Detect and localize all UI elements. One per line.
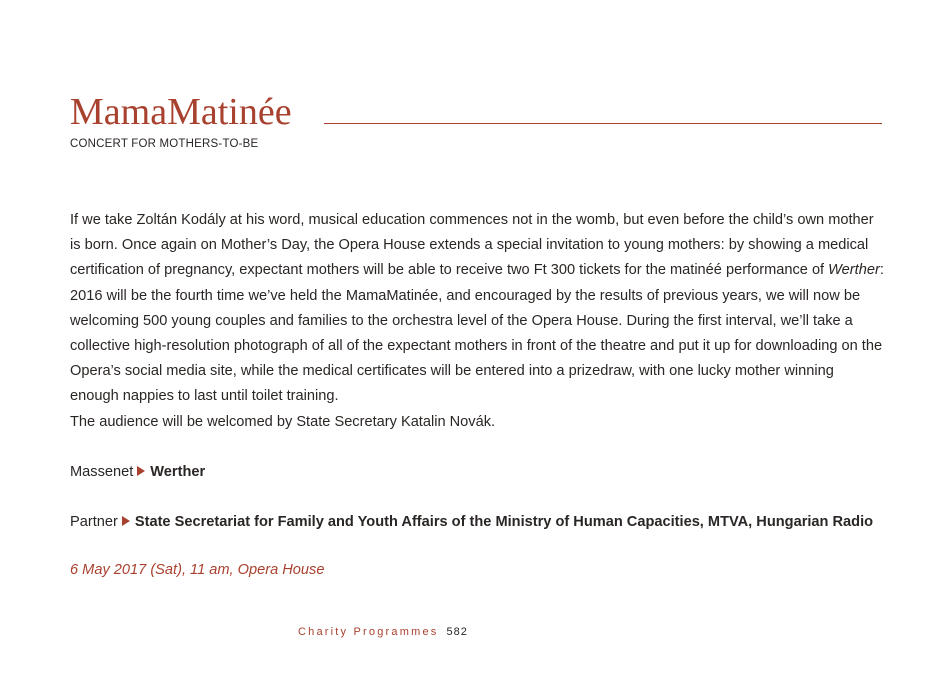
partner-value: State Secretariat for Family and Youth Affairs of the Ministry of Human Capacities, MTVA, Hungarian Radio: [134, 514, 874, 531]
title-divider: [324, 123, 882, 124]
page-number: 582: [446, 626, 468, 638]
welcome-paragraph: The audience will be welcomed by State Secretary Katalin Novák.: [70, 413, 496, 430]
arrow-right-icon: [122, 516, 130, 526]
article-body: [70, 208, 885, 535]
opera-title-italic: Werther: [828, 262, 880, 279]
intro-paragraph: [70, 208, 885, 410]
programme-line: [70, 460, 885, 485]
event-date: 6 May 2017 (Sat), 11 am, Opera House: [70, 562, 325, 578]
arrow-right-icon: [137, 466, 145, 476]
page-title: MamaMatinée: [70, 91, 292, 133]
footer-section-name: Charity Programmes: [298, 626, 439, 638]
partner-label: Partner: [70, 514, 118, 531]
title-row: [70, 90, 882, 134]
partner-line: [70, 510, 885, 535]
intro-text-part1: If we take Zoltán Kodály at his word, musical education commences not in the womb, but even before the child’s own mother is born. Once again on Mother’s Day, the Opera House extends a special invitation to young mothers: by showing a medical certification of pregnancy, expectant mothers will be able to receive two Ft 300 tickets for the matinéé performance of: [70, 212, 874, 279]
spacer: [70, 485, 885, 510]
page-footer: [298, 626, 468, 638]
work-title: Werther: [150, 463, 206, 480]
composer-name: Massenet: [70, 463, 134, 480]
page-subtitle: CONCERT FOR MOTHERS-TO-BE: [70, 138, 259, 150]
spacer: [70, 435, 885, 460]
intro-text-part2: : 2016 will be the fourth time we’ve held the MamaMatinée, and encouraged by the results of previous years, we will now be welcoming 500 young couples and families to the orchestra level of the Opera House. During the first interval, we’ll take a collective high-resolution photograph of all of the expectant mothers in front of the theatre and put it up for downloading on the Opera’s social media site, while the medical certificates will be entered into a prizedraw, with one lucky mother winning enough nappies to last until toilet training.: [70, 262, 884, 405]
